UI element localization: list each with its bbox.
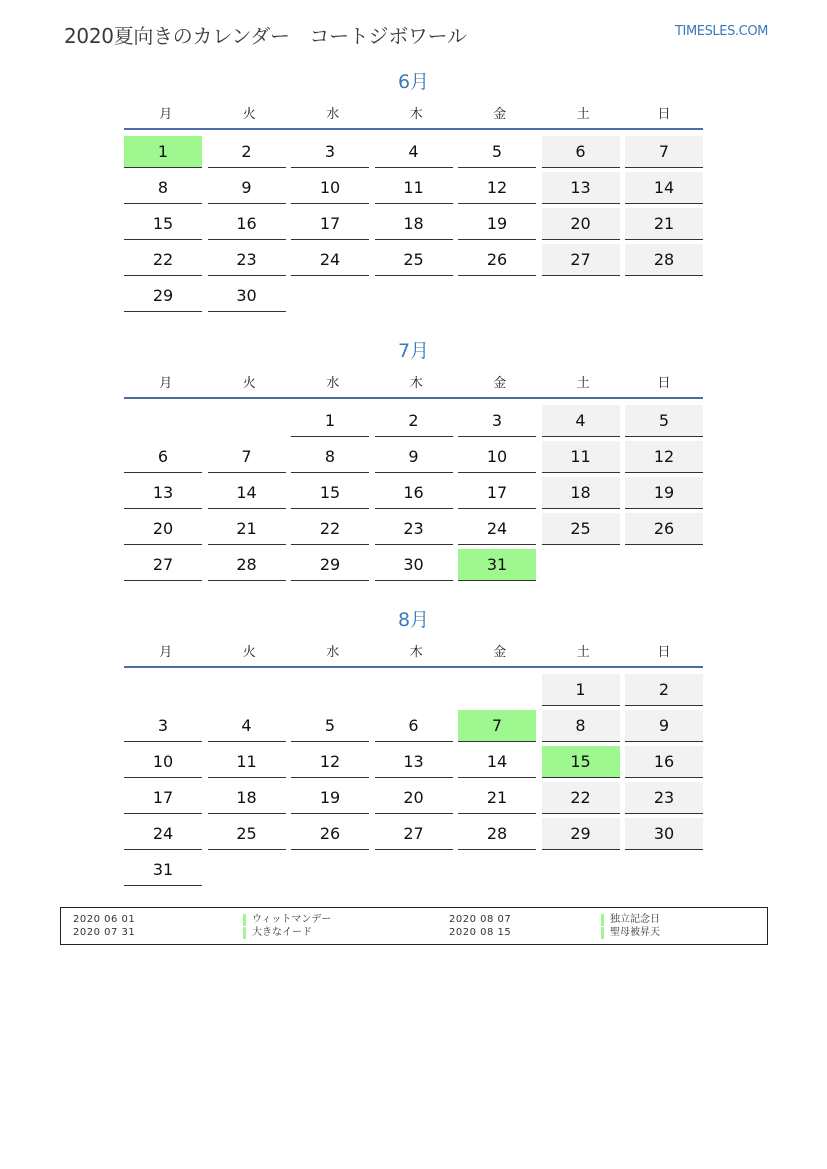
page-header	[64, 18, 768, 48]
day-cell: 25	[375, 244, 453, 276]
weekday-label: 月	[159, 375, 173, 391]
day-cell: 5	[291, 710, 369, 742]
weekend-day-cell: 22	[542, 782, 620, 814]
day-cell: 15	[291, 477, 369, 509]
day-cell: 18	[208, 782, 286, 814]
day-grid	[124, 674, 703, 890]
holiday-day-cell: 7	[458, 710, 536, 742]
day-cell: 29	[124, 280, 202, 312]
day-cell: 23	[375, 513, 453, 545]
holiday-day-cell: 31	[458, 549, 536, 581]
day-cell: 6	[375, 710, 453, 742]
day-cell: 29	[291, 549, 369, 581]
day-cell: 23	[208, 244, 286, 276]
day-cell: 16	[375, 477, 453, 509]
weekend-day-cell: 30	[625, 818, 703, 850]
day-cell: 3	[458, 405, 536, 437]
legend-date: 2020 08 15	[449, 927, 512, 938]
weekend-day-cell: 6	[542, 136, 620, 168]
holiday-day-cell: 1	[124, 136, 202, 168]
day-cell: 19	[458, 208, 536, 240]
weekend-day-cell: 13	[542, 172, 620, 204]
legend-holiday-name: ウィットマンデー	[243, 914, 331, 926]
legend-date: 2020 08 07	[449, 914, 512, 925]
day-cell: 14	[458, 746, 536, 778]
day-cell: 27	[124, 549, 202, 581]
weekday-header-row	[124, 96, 703, 130]
day-grid	[124, 136, 703, 316]
day-cell: 5	[458, 136, 536, 168]
day-cell: 17	[291, 208, 369, 240]
weekend-day-cell: 28	[625, 244, 703, 276]
weekday-label: 日	[657, 375, 671, 391]
day-cell: 3	[291, 136, 369, 168]
weekday-label: 木	[409, 375, 423, 391]
day-cell: 28	[208, 549, 286, 581]
weekend-day-cell: 9	[625, 710, 703, 742]
day-cell: 24	[291, 244, 369, 276]
weekday-label: 水	[326, 375, 340, 391]
day-cell: 2	[375, 405, 453, 437]
legend-holiday-name: 大きなイード	[243, 927, 312, 939]
day-cell: 12	[291, 746, 369, 778]
weekend-day-cell: 26	[625, 513, 703, 545]
weekend-day-cell: 8	[542, 710, 620, 742]
empty-day-cell	[208, 405, 286, 437]
weekday-label: 土	[576, 106, 590, 122]
weekend-day-cell: 25	[542, 513, 620, 545]
empty-day-cell	[375, 674, 453, 706]
day-cell: 24	[458, 513, 536, 545]
day-cell: 9	[375, 441, 453, 473]
day-cell: 26	[458, 244, 536, 276]
weekend-day-cell: 19	[625, 477, 703, 509]
weekend-day-cell: 12	[625, 441, 703, 473]
month-section	[124, 68, 703, 316]
weekday-label: 月	[159, 106, 173, 122]
day-cell: 18	[375, 208, 453, 240]
empty-day-cell	[124, 674, 202, 706]
day-cell: 17	[458, 477, 536, 509]
empty-day-cell	[458, 674, 536, 706]
day-cell: 8	[124, 172, 202, 204]
weekend-day-cell: 11	[542, 441, 620, 473]
weekend-day-cell: 27	[542, 244, 620, 276]
month-title: 6月	[397, 71, 430, 93]
day-cell: 10	[458, 441, 536, 473]
day-cell: 24	[124, 818, 202, 850]
legend-date: 2020 06 01	[73, 914, 136, 925]
day-cell: 28	[458, 818, 536, 850]
day-cell: 10	[124, 746, 202, 778]
holiday-day-cell: 15	[542, 746, 620, 778]
weekday-header-row	[124, 365, 703, 399]
day-cell: 16	[208, 208, 286, 240]
weekday-label: 日	[657, 106, 671, 122]
legend-date: 2020 07 31	[73, 927, 136, 938]
weekday-label: 金	[493, 106, 507, 122]
weekday-label: 土	[576, 644, 590, 660]
weekday-label: 火	[242, 644, 256, 660]
weekday-label: 水	[326, 106, 340, 122]
day-cell: 10	[291, 172, 369, 204]
weekday-label: 木	[409, 106, 423, 122]
day-cell: 31	[124, 854, 202, 886]
weekend-day-cell: 14	[625, 172, 703, 204]
day-cell: 13	[375, 746, 453, 778]
legend-holiday-name: 独立記念日	[601, 914, 660, 926]
day-cell: 15	[124, 208, 202, 240]
weekday-label: 木	[409, 644, 423, 660]
weekend-day-cell: 16	[625, 746, 703, 778]
day-cell: 14	[208, 477, 286, 509]
day-cell: 2	[208, 136, 286, 168]
weekday-label: 金	[493, 644, 507, 660]
day-cell: 25	[208, 818, 286, 850]
weekend-day-cell: 21	[625, 208, 703, 240]
day-cell: 6	[124, 441, 202, 473]
day-cell: 21	[458, 782, 536, 814]
empty-day-cell	[291, 674, 369, 706]
day-cell: 7	[208, 441, 286, 473]
day-cell: 26	[291, 818, 369, 850]
day-cell: 30	[208, 280, 286, 312]
empty-day-cell	[208, 674, 286, 706]
weekend-day-cell: 18	[542, 477, 620, 509]
day-cell: 20	[375, 782, 453, 814]
day-cell: 1	[291, 405, 369, 437]
weekday-label: 日	[657, 644, 671, 660]
day-cell: 30	[375, 549, 453, 581]
day-cell: 22	[124, 244, 202, 276]
day-cell: 20	[124, 513, 202, 545]
day-cell: 4	[375, 136, 453, 168]
legend-holiday-name: 聖母被昇天	[601, 927, 660, 939]
day-cell: 27	[375, 818, 453, 850]
holiday-legend	[60, 907, 768, 945]
weekend-day-cell: 23	[625, 782, 703, 814]
weekend-day-cell: 2	[625, 674, 703, 706]
day-cell: 9	[208, 172, 286, 204]
weekend-day-cell: 5	[625, 405, 703, 437]
day-cell: 11	[375, 172, 453, 204]
day-cell: 13	[124, 477, 202, 509]
page-title: 2020夏向きのカレンダー コートジボワール	[64, 24, 467, 48]
weekday-label: 火	[242, 375, 256, 391]
weekend-day-cell: 29	[542, 818, 620, 850]
weekend-day-cell: 1	[542, 674, 620, 706]
day-cell: 8	[291, 441, 369, 473]
day-cell: 22	[291, 513, 369, 545]
weekday-label: 火	[242, 106, 256, 122]
empty-day-cell	[124, 405, 202, 437]
day-cell: 19	[291, 782, 369, 814]
month-section	[124, 606, 703, 890]
month-title: 7月	[397, 340, 430, 362]
day-cell: 17	[124, 782, 202, 814]
day-cell: 4	[208, 710, 286, 742]
weekend-day-cell: 4	[542, 405, 620, 437]
weekday-label: 土	[576, 375, 590, 391]
weekday-header-row	[124, 634, 703, 668]
day-cell: 12	[458, 172, 536, 204]
weekend-day-cell: 7	[625, 136, 703, 168]
day-cell: 3	[124, 710, 202, 742]
weekday-label: 水	[326, 644, 340, 660]
weekend-day-cell: 20	[542, 208, 620, 240]
day-cell: 21	[208, 513, 286, 545]
month-title: 8月	[397, 609, 430, 631]
weekday-label: 月	[159, 644, 173, 660]
day-cell: 11	[208, 746, 286, 778]
site-link[interactable]: TIMESLES.COM	[674, 24, 768, 39]
weekday-label: 金	[493, 375, 507, 391]
month-section	[124, 337, 703, 585]
day-grid	[124, 405, 703, 585]
